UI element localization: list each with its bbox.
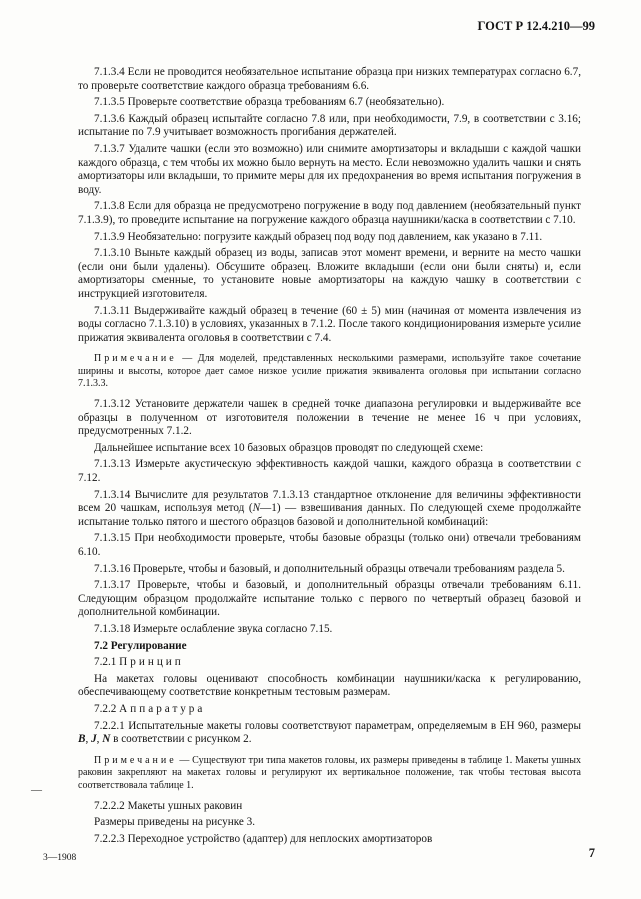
paragraph-text: 7.2.2.1 Испытательные макеты головы соответствуют параметрам, определяемым в ЕН 960, размеры: [94, 719, 581, 732]
paragraph-7-1-3-8: 7.1.3.8 Если для образца не предусмотрено погружение в воду под давлением (необязательный пункт 7.1.3.9), то проведите испытание на погружение каждого образца наушники/каска в соответствии с 7.10.: [78, 200, 581, 226]
note-2: [78, 755, 581, 793]
section-title: Аппаратура: [119, 702, 206, 715]
note-1: [78, 353, 581, 391]
paragraph-7-1-3-6: 7.1.3.6 Каждый образец испытайте согласно 7.8 или, при необходимости, 7.9, в соответствии с 3.16; испытание по 7.9 учитывает возможность прогибания держателей.: [78, 112, 581, 139]
paragraph-7-1-3-4: 7.1.3.4 Если не проводится необязательное испытание образца при низких температурах согласно 6.7, то проверьте соответствие каждого образца требованиям 6.6.: [78, 66, 581, 92]
dimension-b: B: [78, 733, 86, 746]
paragraph-text: 7.1.3.14 Вычислите для результатов 7.1.3.13 стандартное отклонение для величины эффективности всем 20 чашкам, используя метод (: [78, 488, 581, 515]
paragraph-7-1-3-17: 7.1.3.17 Проверьте, чтобы и базовый, и дополнительный образцы отвечали требованиям 6.11. Следующим образцом продолжайте испытание только с первого по четвертый образец базовой и дополнительной комбинации.: [78, 579, 581, 619]
paragraph-7-1-3-14: [78, 489, 581, 530]
standard-header: ГОСТ Р 12.4.210—99: [477, 19, 595, 33]
separator: ,: [85, 733, 92, 746]
variable-n: N: [252, 502, 261, 515]
dimension-j: J: [91, 733, 97, 746]
paragraph-principle: На макетах головы оценивают способность комбинации наушники/каска к регулированию, обеспечивающему соответствие конкретным тестовым размерам.: [78, 672, 581, 699]
section-number: 7.2.2: [94, 702, 120, 715]
paragraph-7-1-3-15: 7.1.3.15 При необходимости проверьте, чтобы базовые образцы (только они) отвечали требованиям 6.10.: [78, 532, 581, 558]
paragraph-7-1-3-18: 7.1.3.18 Измерьте ослабление звука согласно 7.15.: [94, 622, 333, 635]
paragraph-scheme-intro: Дальнейшее испытание всех 10 базовых образцов проводят по следующей схеме:: [94, 441, 484, 454]
paragraph-text: —1) — взвешивания данных. По следующей схеме продолжайте испытание только пятого и шестого образцов базовой и дополнительной комбинаций:: [78, 502, 581, 528]
note-text: — Для моделей, представленных несколькими размерами, используйте такое сочетание ширины и высоты, которое дает самое низкое усилие прижатия эквивалента оголовья при испытании согласно 7.1.3.3.: [78, 353, 581, 390]
paragraph-7-2-2-3: 7.2.2.3 Переходное устройство (адаптер) для неплоских амортизаторов: [94, 832, 433, 845]
paragraph-text: в соответствии с рисунком 2.: [110, 733, 252, 746]
note-label: Примечание: [94, 754, 177, 766]
paragraph-7-1-3-5: 7.1.3.5 Проверьте соответствие образца требованиям 6.7 (необязательно).: [94, 96, 445, 109]
paragraph-7-1-3-7: 7.1.3.7 Удалите чашки (если это возможно) или снимите амортизаторы и вкладыши с каждой чашки каждого образца, с тем чтобы их можно было вернуть на место. Если невозможно удалить чашки и снять амортизаторы или вкладыши, то примите меры для их предохранения во время испытания погружения в воду.: [78, 142, 581, 196]
page-body: [78, 66, 581, 849]
paragraph-7-1-3-11: 7.1.3.11 Выдерживайте каждый образец в течение (60 ± 5) мин (начиная от момента извлечения из воды согласно 7.1.3.10) в условиях, указанных в 7.1.2. После такого кондиционирования измерьте усилие прижатия эквивалента оголовья в соответствии с 7.4.: [78, 304, 581, 344]
paragraph-figure-ref: Размеры приведены на рисунке 3.: [94, 816, 255, 829]
paragraph-7-1-3-13: 7.1.3.13 Измерьте акустическую эффективность каждой чашки, каждого образца в соответствии с 7.12.: [78, 458, 581, 485]
subsection-7-2-1: [78, 656, 581, 670]
print-code: 3—1908: [43, 853, 77, 863]
paragraph-7-2-2-2: 7.2.2.2 Макеты ушных раковин: [94, 799, 243, 812]
paragraph-7-1-3-12: 7.1.3.12 Установите держатели чашек в средней точке диапазона регулировки и выдерживайте все образцы в полученном от изготовителя положении в течение не менее 16 ч при условиях, предусмотренных 7.1.2.: [78, 398, 581, 438]
separator: ,: [96, 733, 103, 746]
note-label: Примечание: [94, 353, 177, 365]
page-number: 7: [588, 846, 595, 860]
section-title: Принцип: [119, 656, 184, 669]
paragraph-7-1-3-10: 7.1.3.10 Выньте каждый образец из воды, записав этот момент времени, и верните на место чашки (если они были удалены). Обсушите образец. Вложите вкладыши (если они были сняты) и, если амортизаторы сменные, то установите новые амортизаторы на каждую чашку в соответствии с инструкцией изготовителя.: [78, 247, 581, 300]
note-text: — Существуют три типа макетов головы, их размеры приведены в таблице 1. Макеты ушных раковин закрепляют на макетах головы и регулируют их вертикальное положение, так чтобы тестовая высота соответствовала таблице 1.: [78, 754, 581, 791]
subsection-7-2-2: [78, 703, 581, 717]
paragraph-7-1-3-9: 7.1.3.9 Необязательно: погрузите каждый образец под воду под давлением, как указано в 7.11.: [94, 230, 543, 243]
margin-mark: —: [31, 784, 42, 796]
section-number: 7.2.1: [94, 656, 120, 669]
paragraph-7-1-3-16: 7.1.3.16 Проверьте, чтобы и базовый, и дополнительный образцы отвечали требованиям раздела 5.: [94, 562, 565, 575]
paragraph-7-2-2-1: [78, 720, 581, 747]
section-heading-7-2: 7.2 Регулирование: [94, 639, 187, 652]
dimension-n: N: [102, 733, 111, 746]
